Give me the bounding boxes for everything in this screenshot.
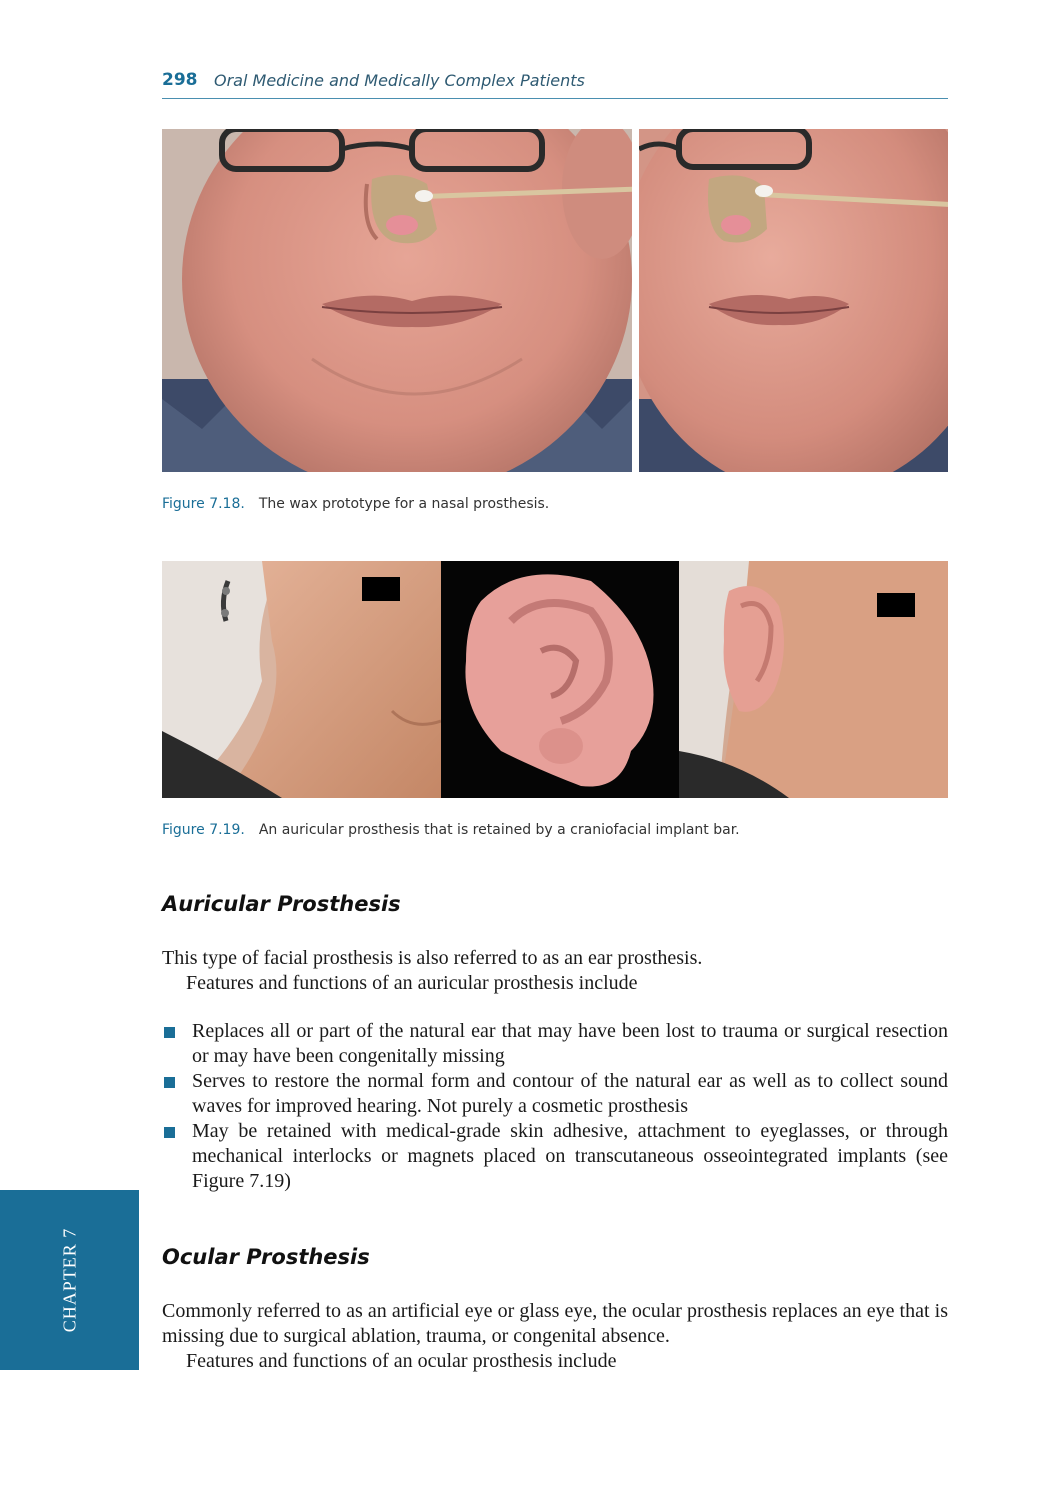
list-item [162, 1069, 948, 1119]
square-bullet-icon [164, 1127, 175, 1138]
page-number: 298 [162, 70, 198, 90]
figure-7-18-photo-right [639, 129, 948, 472]
figure-7-19-photo-left [162, 561, 441, 798]
section-heading-auricular: Auricular Prosthesis [162, 892, 401, 916]
square-bullet-icon [164, 1027, 175, 1038]
ear-prosthesis-photo [441, 561, 679, 798]
list-item-text: May be retained with medical-grade skin adhesive, attachment to eyeglasses, or through mechanical interlocks or magnets placed on transcutaneous osseointegrated implants (see Figure 7.19) [192, 1120, 948, 1192]
ocular-intro: Commonly referred to as an artificial eye or glass eye, the ocular prosthesis replaces an eye that is missing due to surgical ablation, trauma, or congenital absence. [162, 1300, 948, 1347]
implant-bar-photo [162, 561, 441, 798]
chapter-tab-label: CHAPTER 7 [59, 1227, 80, 1333]
figure-7-18-caption [162, 496, 549, 512]
caption-text: The wax prototype for a nasal prosthesis. [258, 496, 550, 512]
auricular-lead: Features and functions of an auricular prosthesis include [186, 972, 638, 994]
running-title: Oral Medicine and Medically Complex Patients [214, 71, 585, 90]
list-item-text: Replaces all or part of the natural ear that may have been lost to trauma or surgical resection or may have been congenitally missing [192, 1020, 948, 1067]
figure-label: Figure 7.19. [162, 822, 245, 838]
list-item [162, 1119, 948, 1194]
list-item-text: Serves to restore the normal form and contour of the natural ear as well as to collect sound waves for improved hearing. Not purely a cosmetic prosthesis [192, 1070, 948, 1117]
auricular-intro: This type of facial prosthesis is also referred to as an ear prosthesis. [162, 947, 703, 969]
chapter-tab [0, 1190, 139, 1370]
list-item [162, 1019, 948, 1069]
caption-text: An auricular prosthesis that is retained by a craniofacial implant bar. [258, 822, 740, 838]
ocular-lead: Features and functions of an ocular prosthesis include [186, 1350, 617, 1372]
section-heading-ocular: Ocular Prosthesis [162, 1245, 370, 1269]
running-header [162, 68, 948, 99]
figure-label: Figure 7.18. [162, 496, 245, 512]
figure-7-19-photo-middle [441, 561, 679, 798]
ear-prosthesis-fitted-photo [679, 561, 948, 798]
square-bullet-icon [164, 1077, 175, 1088]
figure-7-19-photo-right [679, 561, 948, 798]
nasal-prototype-photo-oblique [639, 129, 948, 472]
nasal-prototype-photo-front [162, 129, 632, 472]
figure-7-19-caption [162, 822, 740, 838]
figure-7-18-photo-left [162, 129, 632, 472]
auricular-bullet-list [162, 1019, 948, 1194]
